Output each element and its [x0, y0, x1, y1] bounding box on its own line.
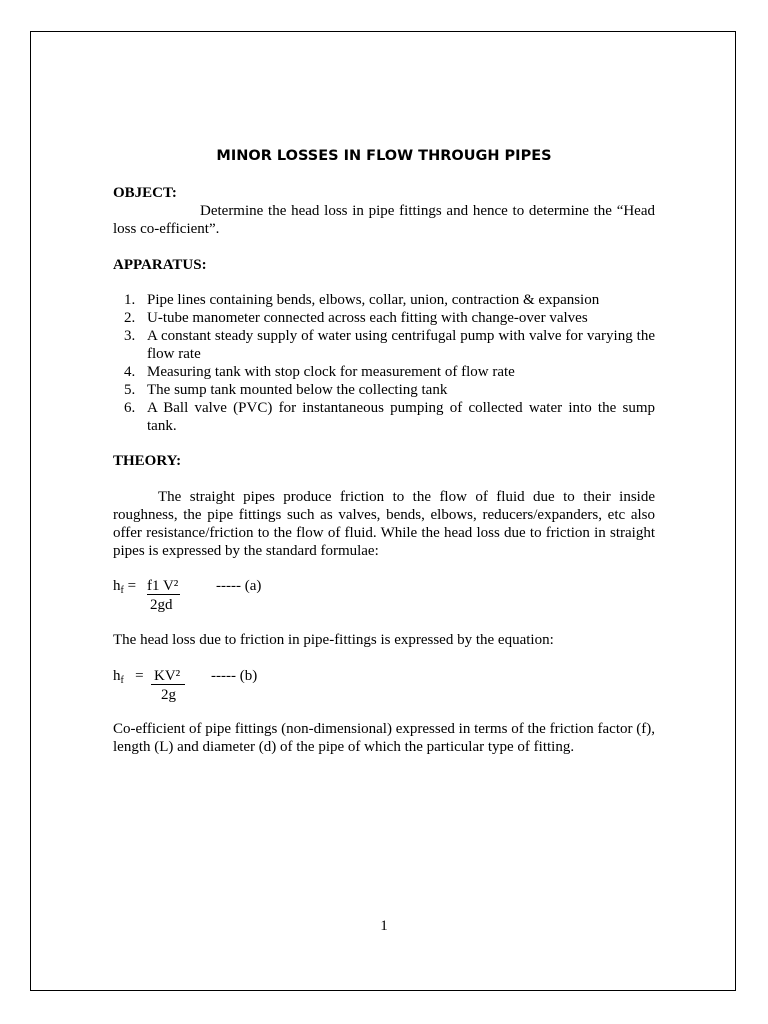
list-item-number: 2. [124, 310, 136, 326]
equation-tag: ----- (a) [216, 578, 262, 594]
list-item-number: 1. [124, 292, 136, 308]
document-title: MINOR LOSSES IN FLOW THROUGH PIPES [216, 148, 552, 164]
equation-lhs [113, 667, 144, 690]
list-item-text: Pipe lines containing bends, elbows, collar, union, contraction & expansion [147, 292, 600, 308]
theory-paragraph-2: The head loss due to friction in pipe-fittings is expressed by the equation: [113, 632, 554, 648]
list-item [113, 381, 655, 399]
list-item-text: Measuring tank with stop clock for measurement of flow rate [147, 364, 515, 380]
equation-lhs [113, 577, 136, 600]
object-paragraph [113, 202, 655, 238]
equation-subscript: f [120, 585, 124, 596]
list-item [113, 327, 655, 363]
fraction-bar [151, 684, 185, 685]
equation-tag: ----- (b) [211, 668, 258, 684]
list-item-number: 4. [124, 364, 136, 380]
list-item [113, 309, 655, 327]
object-heading: OBJECT: [113, 185, 177, 201]
apparatus-heading: APPARATUS: [113, 257, 207, 273]
list-item-text: A constant steady supply of water using centrifugal pump with valve for varying the flow rate [147, 328, 655, 362]
equation-subscript: f [120, 675, 124, 686]
list-item [113, 399, 655, 435]
equation-equals: = [135, 668, 144, 684]
list-item-text: The sump tank mounted below the collecting tank [147, 382, 448, 398]
equation-equals: = [127, 578, 137, 594]
list-item-text: A Ball valve (PVC) for instantaneous pumping of collected water into the sump tank. [147, 400, 655, 434]
theory-paragraph-1 [113, 488, 655, 560]
equation-numerator: KV² [154, 668, 181, 684]
equation-symbol: h [113, 668, 121, 684]
page-number: 1 [380, 918, 388, 934]
theory-text-1: The straight pipes produce friction to the flow of fluid due to their inside roughness, the pipe fittings such as valves, bends, elbows, reducers/expanders, etc also offer resistance/friction to the flow of fluid. While the head loss due to friction in straight pipes is expressed by the standard formulae: [113, 489, 655, 559]
list-item [113, 291, 655, 309]
fraction-bar [147, 594, 180, 595]
list-item [113, 363, 655, 381]
list-item-number: 6. [124, 400, 136, 416]
theory-paragraph-3: Co-efficient of pipe fittings (non-dimensional) expressed in terms of the friction factor (f), length (L) and diameter (d) of the pipe of which the particular type of fitting. [113, 721, 655, 755]
object-text: Determine the head loss in pipe fittings and hence to determine the “Head loss co-efficient”. [113, 203, 655, 237]
equation-denominator: 2g [161, 687, 176, 703]
theory-heading: THEORY: [113, 453, 182, 469]
equation-denominator: 2gd [150, 597, 173, 613]
apparatus-list [113, 291, 655, 435]
list-item-number: 3. [124, 328, 136, 344]
list-item-text: U-tube manometer connected across each fitting with change-over valves [147, 310, 588, 326]
equation-symbol: h [113, 578, 121, 594]
equation-numerator: f1 V² [147, 578, 179, 594]
list-item-number: 5. [124, 382, 136, 398]
